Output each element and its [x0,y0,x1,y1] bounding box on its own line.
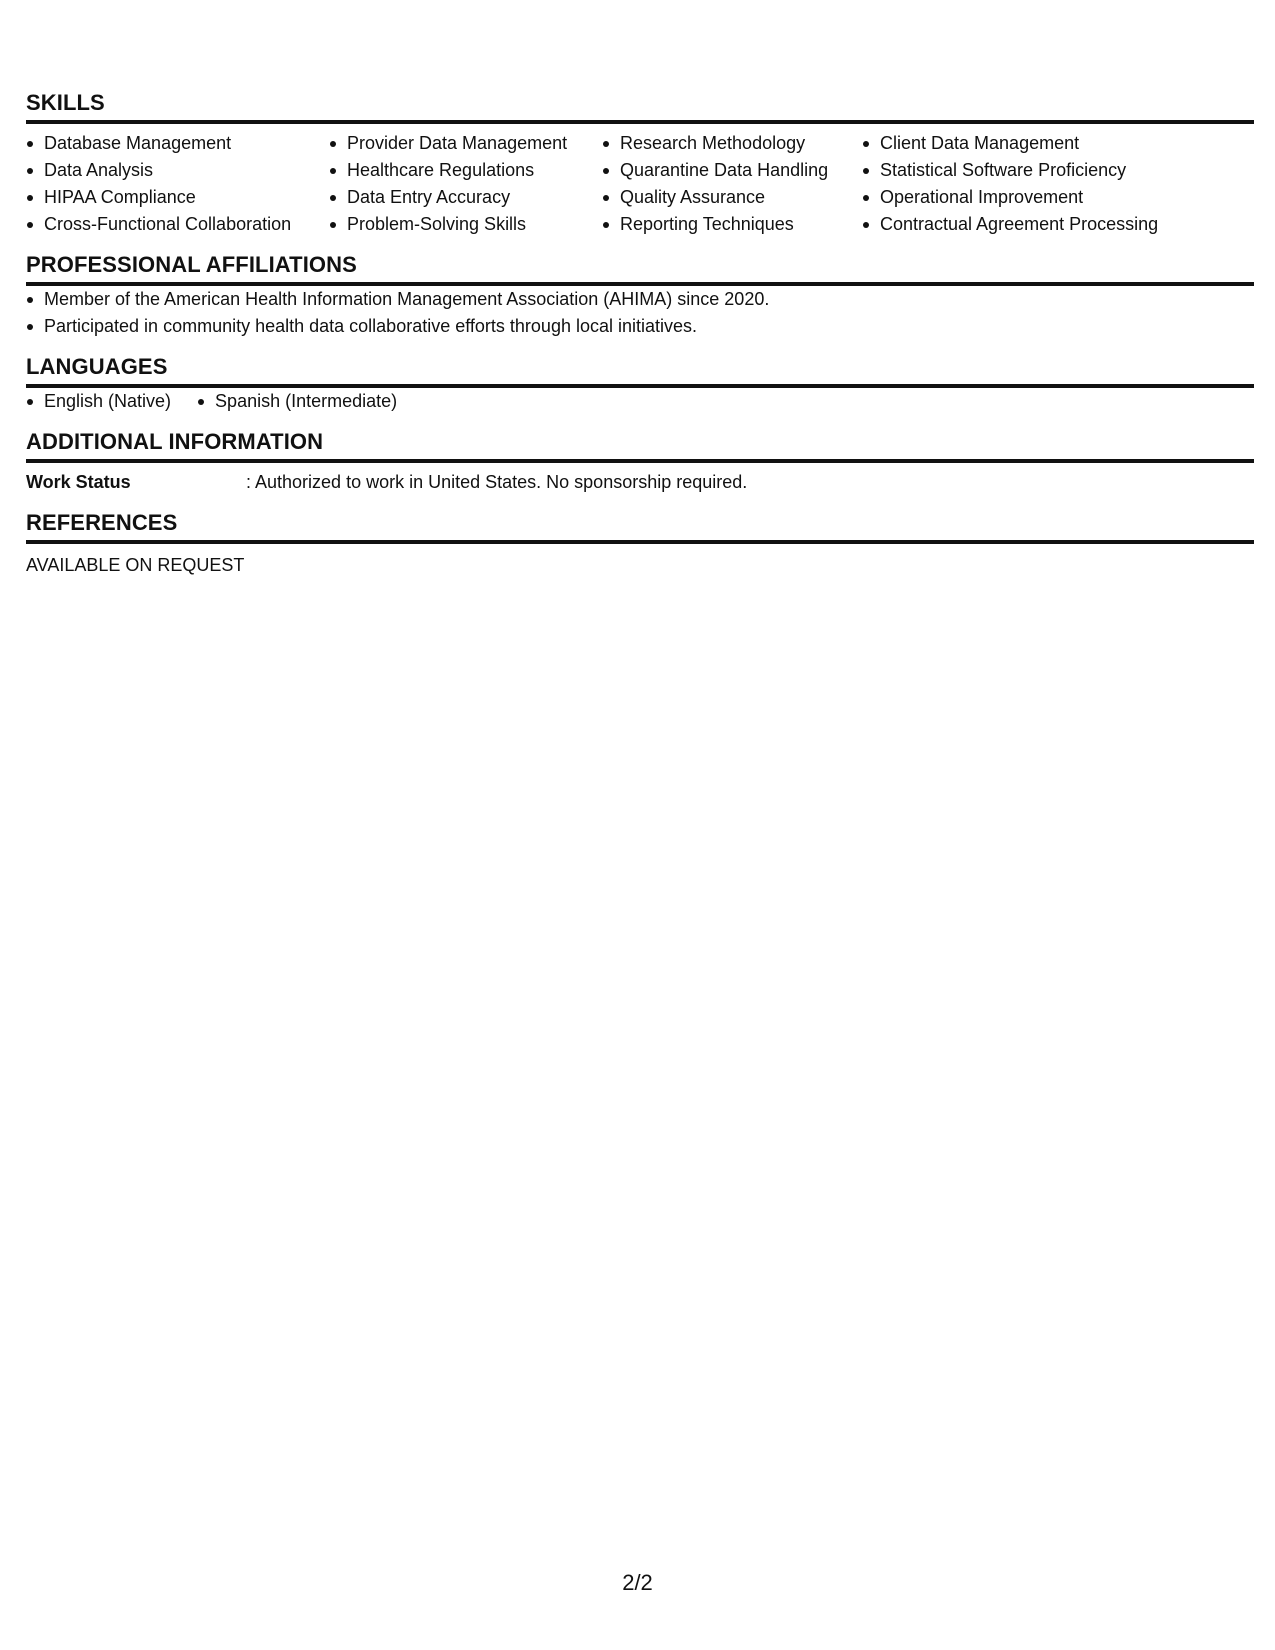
work-status-row [26,469,1254,496]
skill-item: Research Methodology [602,130,862,157]
resume-page [26,90,1254,593]
skills-column-4 [862,130,1192,238]
affiliation-item: Participated in community health data collaborative efforts through local initiatives. [26,313,1254,340]
references-section [26,510,1254,579]
language-item: Spanish (Intermediate) [197,388,397,415]
skills-section [26,90,1254,238]
section-title-additional-info: ADDITIONAL INFORMATION [26,429,1254,463]
skills-grid [26,130,1254,238]
skills-column-2 [329,130,602,238]
affiliation-item: Member of the American Health Information Management Association (AHIMA) since 2020. [26,286,1254,313]
skill-item: Quarantine Data Handling [602,157,862,184]
affiliations-section [26,252,1254,340]
skill-item: Data Analysis [26,157,329,184]
skill-item: Healthcare Regulations [329,157,602,184]
skill-item: Contractual Agreement Processing [862,211,1192,238]
affiliations-list [26,286,1254,340]
skill-item: Cross-Functional Collaboration [26,211,329,238]
languages-section [26,354,1254,415]
page-number: 2/2 [622,1570,653,1595]
skill-item: Reporting Techniques [602,211,862,238]
references-text: AVAILABLE ON REQUEST [26,555,245,575]
skill-item: Operational Improvement [862,184,1192,211]
skills-column-3 [602,130,862,238]
skill-item: HIPAA Compliance [26,184,329,211]
additional-info-section [26,429,1254,496]
skill-item: Problem-Solving Skills [329,211,602,238]
section-title-affiliations: PROFESSIONAL AFFILIATIONS [26,252,1254,286]
language-item: English (Native) [26,388,171,415]
section-title-languages: LANGUAGES [26,354,1254,388]
section-title-skills: SKILLS [26,90,1254,124]
skill-item: Client Data Management [862,130,1192,157]
skill-item: Quality Assurance [602,184,862,211]
languages-list [26,388,1254,415]
work-status-label: Work Status [26,472,131,492]
skill-item: Statistical Software Proficiency [862,157,1192,184]
work-status-value: : Authorized to work in United States. No sponsorship required. [246,472,748,492]
skill-item: Provider Data Management [329,130,602,157]
skill-item: Database Management [26,130,329,157]
skill-item: Data Entry Accuracy [329,184,602,211]
skills-column-1 [26,130,329,238]
section-title-references: REFERENCES [26,510,1254,544]
